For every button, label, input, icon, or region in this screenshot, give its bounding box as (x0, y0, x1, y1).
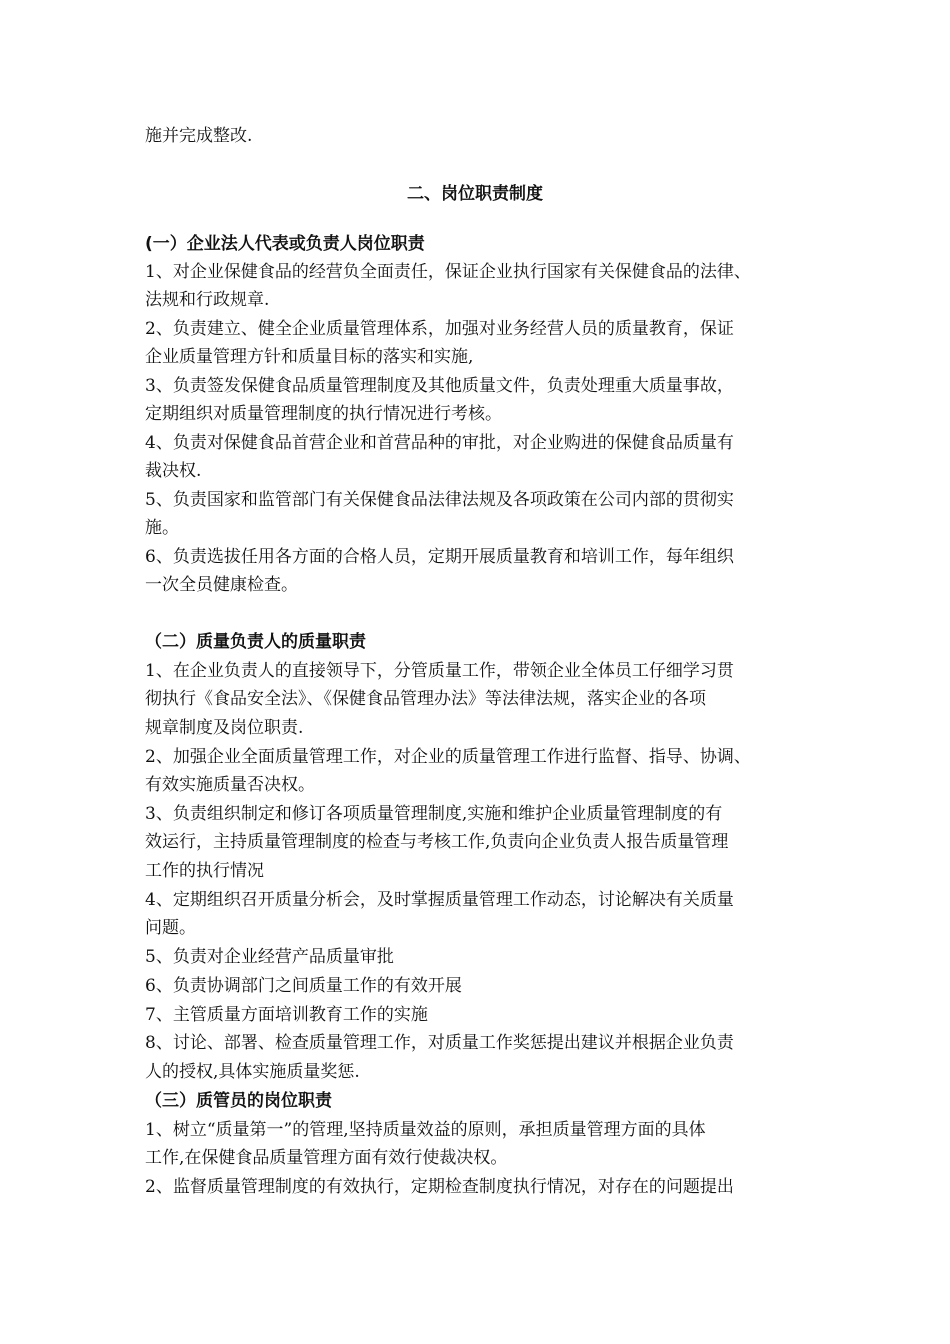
section-2-line: 5、负责对企业经营产品质量审批 (145, 947, 394, 967)
section-1-line: 5、负责国家和监管部门有关保健食品法律法规及各项政策在公司内部的贯彻实 (145, 490, 734, 510)
section-2-line: 问题。 (145, 918, 196, 938)
section-3-line: 1、树立“质量第一”的管理,坚持质量效益的原则，承担质量管理方面的具体 (145, 1120, 706, 1140)
intro-tail-line: 施并完成整改. (145, 126, 253, 146)
section-1-line: 施。 (145, 518, 179, 538)
section-1-line: 3、负责签发保健食品质量管理制度及其他质量文件，负责处理重大质量事故， (145, 376, 734, 396)
section-1-line: 裁决权. (145, 461, 202, 481)
section-2-line: 6、负责协调部门之间质量工作的有效开展 (145, 976, 462, 996)
section-2-line: 7、主管质量方面培训教育工作的实施 (145, 1005, 428, 1025)
section-2-line: 8、讨论、部署、检查质量管理工作，对质量工作奖惩提出建议并根据企业负责 (145, 1033, 734, 1053)
section-1-line: 法规和行政规章. (145, 290, 270, 310)
section-2-line: 1、在企业负责人的直接领导下，分管质量工作，带领企业全体员工仔细学习贯 (145, 661, 734, 681)
section-1-line: 2、负责建立、健全企业质量管理体系，加强对业务经营人员的质量教育，保证 (145, 319, 734, 339)
section-2-line: 规章制度及岗位职责. (145, 718, 304, 738)
section-3-line: 工作,在保健食品质量管理方面有效行使裁决权。 (145, 1148, 508, 1168)
section-3-line: 2、监督质量管理制度的有效执行，定期检查制度执行情况，对存在的问题提出 (145, 1177, 734, 1197)
section-2-line: 彻执行《食品安全法》、《保健食品管理办法》等法律法规，落实企业的各项 (145, 689, 706, 709)
section-1-heading: (一）企业法人代表或负责人岗位职责 (145, 234, 425, 254)
section-2-line: 人的授权,具体实施质量奖惩. (145, 1062, 360, 1082)
section-2-line: 2、加强企业全面质量管理工作，对企业的质量管理工作进行监督、指导、协调、 (145, 747, 751, 767)
section-3-heading: （三）质管员的岗位职责 (145, 1091, 332, 1111)
section-1-line: 6、负责选拔任用各方面的合格人员，定期开展质量教育和培训工作，每年组织 (145, 547, 734, 567)
section-title: 二、岗位职责制度 (407, 184, 543, 204)
section-2-heading: （二）质量负责人的质量职责 (145, 632, 366, 652)
section-1-line: 定期组织对质量管理制度的执行情况进行考核。 (145, 404, 502, 424)
section-1-line: 企业质量管理方针和质量目标的落实和实施, (145, 347, 474, 367)
section-1-line: 1、对企业保健食品的经营负全面责任，保证企业执行国家有关保健食品的法律、 (145, 262, 751, 282)
section-2-line: 3、负责组织制定和修订各项质量管理制度,实施和维护企业质量管理制度的有 (145, 804, 723, 824)
section-2-line: 效运行，主持质量管理制度的检查与考核工作,负责向企业负责人报告质量管理 (145, 832, 729, 852)
section-2-line: 有效实施质量否决权。 (145, 775, 315, 795)
section-1-line: 一次全员健康检查。 (145, 575, 298, 595)
section-2-line: 工作的执行情况 (145, 861, 264, 881)
section-2-line: 4、定期组织召开质量分析会，及时掌握质量管理工作动态，讨论解决有关质量 (145, 890, 734, 910)
section-1-line: 4、负责对保健食品首营企业和首营品种的审批，对企业购进的保健食品质量有 (145, 433, 734, 453)
